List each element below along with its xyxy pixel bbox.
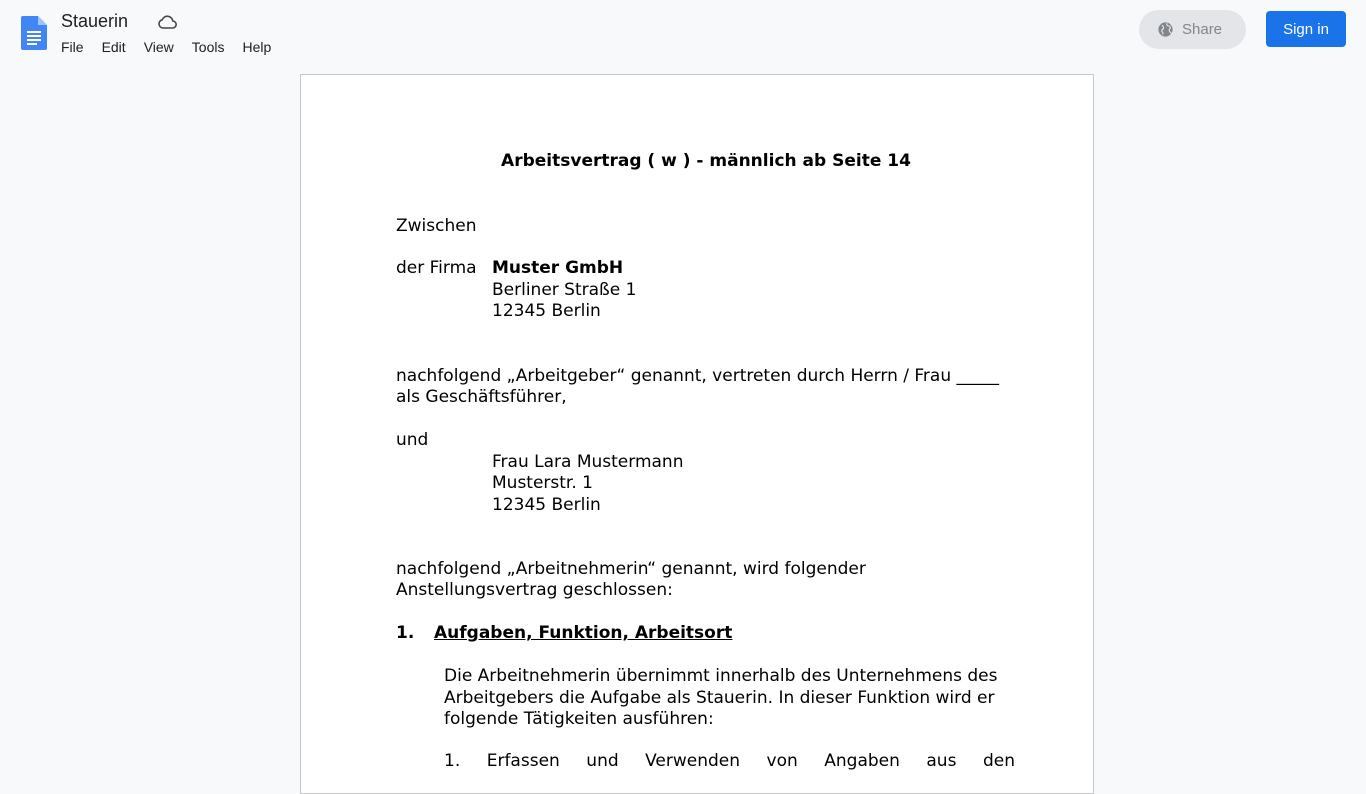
section-paragraph-line2: Arbeitgebers die Aufgabe als Stauerin. In dieser Funktion wird er [444, 688, 995, 708]
document-heading: Arbeitsvertrag ( w ) - männlich ab Seite 14 [501, 151, 911, 171]
menu-edit[interactable]: Edit [101, 39, 126, 55]
company-label: der Firma [396, 258, 477, 278]
cloud-saved-icon[interactable] [157, 13, 177, 31]
list-item-word: aus [926, 751, 957, 771]
employer-note-line2: als Geschäftsführer, [396, 387, 567, 407]
employee-note-line2: Anstellungsvertrag geschlossen: [396, 580, 673, 600]
list-item-word: den [982, 751, 1015, 771]
list-item-word: Verwenden [645, 751, 741, 771]
employer-street: Berliner Straße 1 [492, 280, 637, 300]
menu-help[interactable]: Help [242, 39, 272, 55]
google-docs-icon[interactable] [21, 16, 47, 50]
employee-city: 12345 Berlin [492, 495, 601, 515]
sign-in-button[interactable]: Sign in [1266, 11, 1346, 47]
share-button[interactable] [1139, 10, 1246, 49]
menu-tools[interactable]: Tools [191, 39, 225, 55]
globe-icon [1157, 21, 1174, 38]
section-paragraph-line3: folgende Tätigkeiten ausführen: [444, 709, 714, 729]
list-item-word: Erfassen [486, 751, 560, 771]
employer-city: 12345 Berlin [492, 301, 601, 321]
list-item-word: und [586, 751, 619, 771]
menu-bar [54, 36, 278, 58]
between-label: Zwischen [396, 216, 477, 236]
employee-note-line1: nachfolgend „Arbeitnehmerin“ genannt, wird folgender [396, 559, 866, 579]
list-item-word: Angaben [824, 751, 900, 771]
section-number: 1. [396, 623, 415, 643]
app-header [0, 0, 1366, 66]
document-page[interactable] [300, 74, 1094, 794]
section-paragraph-line1: Die Arbeitnehmerin übernimmt innerhalb des Unternehmens des [444, 666, 998, 686]
share-label: Share [1182, 21, 1223, 38]
and-label: und [396, 430, 429, 450]
employee-street: Musterstr. 1 [492, 473, 593, 493]
menu-view[interactable]: View [143, 39, 174, 55]
employer-note-line1: nachfolgend „Arbeitgeber“ genannt, vertreten durch Herrn / Frau _____ [396, 366, 1000, 386]
list-item-1 [444, 751, 1015, 772]
menu-file[interactable]: File [61, 39, 84, 55]
document-title[interactable]: Stauerin [61, 11, 129, 31]
employee-name: Frau Lara Mustermann [492, 452, 684, 472]
employer-name: Muster GmbH [492, 258, 624, 278]
list-item-word: von [766, 751, 798, 771]
list-item-word: 1. [444, 751, 461, 771]
section-heading: Aufgaben, Funktion, Arbeitsort [434, 623, 733, 643]
